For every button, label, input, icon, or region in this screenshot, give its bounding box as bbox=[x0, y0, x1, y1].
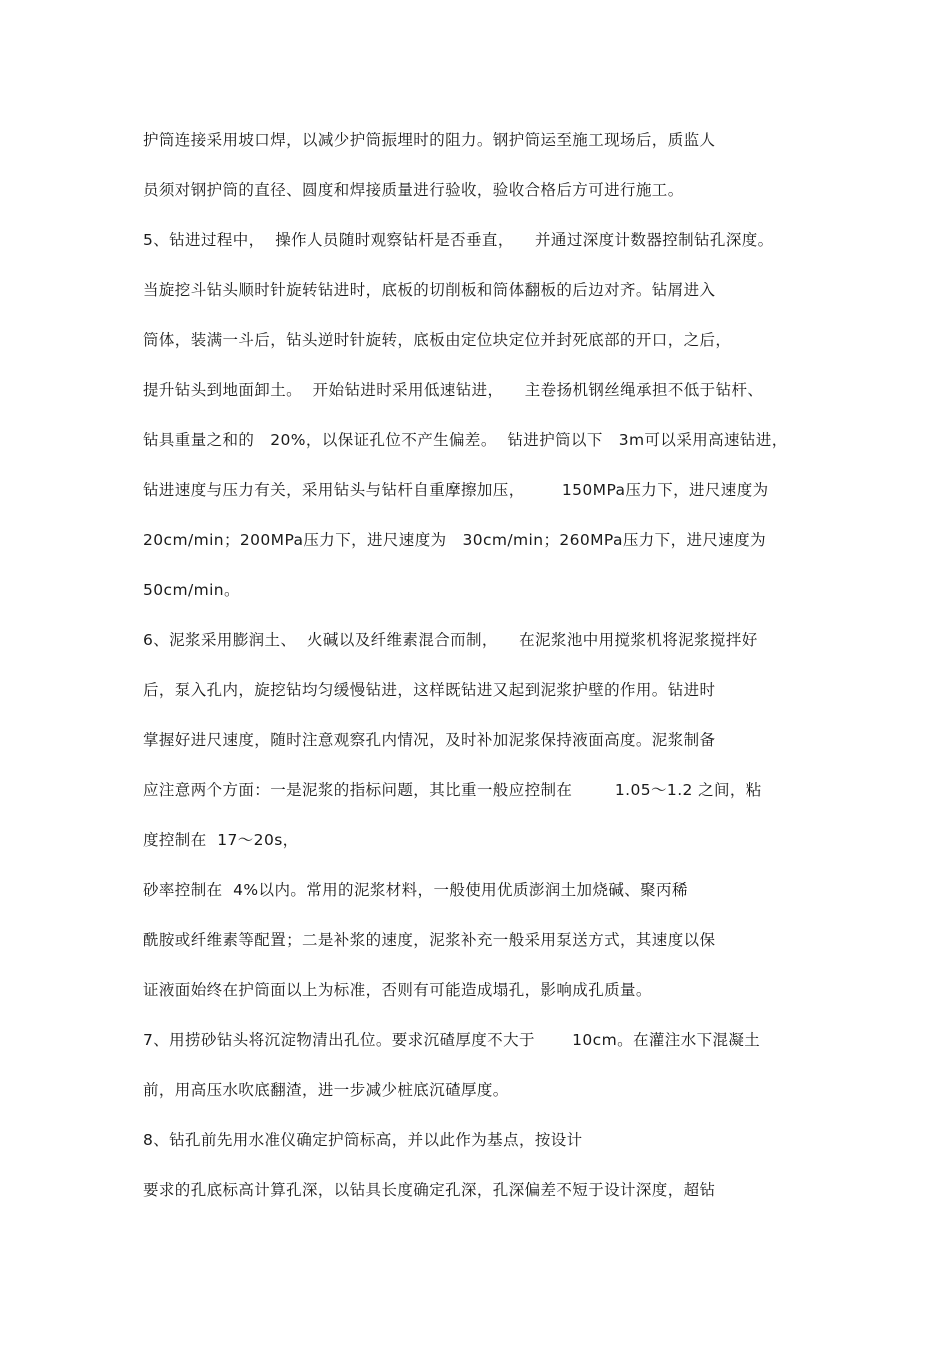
text-line: 要求的孔底标高计算孔深，以钻具长度确定孔深，孔深偏差不短于设计深度，超钻 bbox=[143, 1181, 716, 1199]
text-line: 后，泵入孔内，旋挖钻均匀缓慢钻进，这样既钻进又起到泥浆护壁的作用。钻进时 bbox=[143, 681, 716, 699]
text-line: 证液面始终在护筒面以上为标准，否则有可能造成塌孔，影响成孔质量。 bbox=[143, 981, 652, 999]
text-line: 提升钻头到地面卸土。 开始钻进时采用低速钻进， 主卷扬机钢丝绳承担不低于钻杆、 bbox=[143, 381, 764, 399]
text-line: 度控制在 17～20s， bbox=[143, 831, 299, 849]
text-line: 6、泥浆采用膨润土、 火碱以及纤维素混合而制， 在泥浆池中用搅浆机将泥浆搅拌好 bbox=[143, 631, 758, 649]
text-line: 8、钻孔前先用水准仪确定护筒标高，并以此作为基点，按设计 bbox=[143, 1131, 583, 1149]
text-line: 应注意两个方面：一是泥浆的指标问题，其比重一般应控制在 1.05～1.2 之间，粘 bbox=[143, 781, 762, 799]
text-line: 前，用高压水吹底翻渣，进一步减少桩底沉碴厚度。 bbox=[143, 1081, 509, 1099]
text-line: 酰胺或纤维素等配置；二是补浆的速度，泥浆补充一般采用泵送方式，其速度以保 bbox=[143, 931, 716, 949]
text-line: 当旋挖斗钻头顺时针旋转钻进时，底板的切削板和筒体翻板的后边对齐。钻屑进入 bbox=[143, 281, 716, 299]
text-line: 钻具重量之和的 20%，以保证孔位不产生偏差。 钻进护筒以下 3m可以采用高速钻进， bbox=[143, 431, 788, 449]
text-line: 50cm/min。 bbox=[143, 581, 240, 599]
text-line: 7、用捞砂钻头将沉淀物清出孔位。要求沉碴厚度不大于 10cm。在灌注水下混凝土 bbox=[143, 1031, 761, 1049]
text-line: 钻进速度与压力有关，采用钻头与钻杆自重摩擦加压， 150MPa压力下，进尺速度为 bbox=[143, 481, 769, 499]
text-line: 20cm/min；200MPa压力下，进尺速度为 30cm/min；260MPa压力下，进尺速度为 bbox=[143, 531, 766, 549]
text-line: 砂率控制在 4%以内。常用的泥浆材料，一般使用优质澎润土加烧碱、聚丙稀 bbox=[143, 881, 688, 899]
text-line: 护筒连接采用坡口焊，以减少护筒振埋时的阻力。钢护筒运至施工现场后，质监人 bbox=[143, 131, 716, 149]
text-line: 掌握好进尺速度，随时注意观察孔内情况，及时补加泥浆保持液面高度。泥浆制备 bbox=[143, 731, 716, 749]
text-line: 筒体，装满一斗后，钻头逆时针旋转，底板由定位块定位并封死底部的开口，之后， bbox=[143, 331, 732, 349]
text-line: 5、钻进过程中， 操作人员随时观察钻杆是否垂直， 并通过深度计数器控制钻孔深度。 bbox=[143, 231, 774, 249]
text-line: 员须对钢护筒的直径、圆度和焊接质量进行验收，验收合格后方可进行施工。 bbox=[143, 181, 684, 199]
